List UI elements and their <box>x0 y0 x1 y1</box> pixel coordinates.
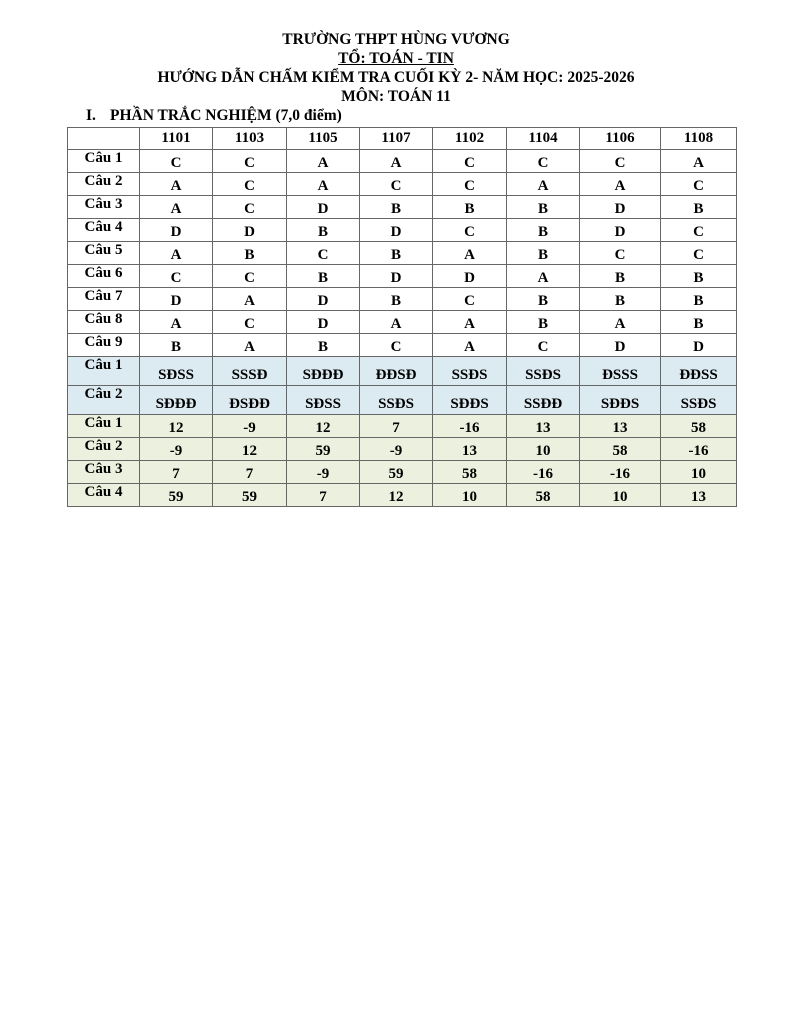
section-title-text: PHẦN TRẮC NGHIỆM (7,0 điểm) <box>110 107 342 124</box>
answer-cell: C <box>580 242 661 265</box>
answer-cell: A <box>580 173 661 196</box>
question-label: Câu 7 <box>68 288 140 311</box>
answer-cell: SĐSS <box>140 357 213 386</box>
answer-cell: C <box>360 173 433 196</box>
header-row <box>68 128 737 150</box>
answer-cell: C <box>213 196 287 219</box>
mc-row <box>68 265 737 288</box>
sa-row <box>68 415 737 438</box>
answer-cell: 13 <box>507 415 580 438</box>
answer-cell: D <box>661 334 737 357</box>
answer-cell: 7 <box>140 461 213 484</box>
answer-cell: C <box>661 219 737 242</box>
answer-table-body <box>68 150 737 507</box>
answer-cell: 58 <box>580 438 661 461</box>
question-label: Câu 3 <box>68 461 140 484</box>
answer-cell: B <box>140 334 213 357</box>
answer-cell: 10 <box>661 461 737 484</box>
code-header: 1108 <box>661 128 737 150</box>
corner-cell <box>68 128 140 150</box>
answer-cell: SSĐĐ <box>507 386 580 415</box>
answer-cell: A <box>213 334 287 357</box>
mc-row <box>68 334 737 357</box>
document-header <box>0 30 792 106</box>
answer-cell: B <box>580 288 661 311</box>
answer-cell: A <box>140 311 213 334</box>
mc-row <box>68 150 737 173</box>
answer-cell: C <box>580 150 661 173</box>
answer-cell: D <box>580 219 661 242</box>
answer-cell: B <box>507 242 580 265</box>
answer-cell: D <box>140 288 213 311</box>
question-label: Câu 6 <box>68 265 140 288</box>
answer-cell: B <box>360 242 433 265</box>
answer-cell: D <box>360 265 433 288</box>
answer-cell: SSĐS <box>360 386 433 415</box>
answer-cell: C <box>433 150 507 173</box>
mc-row <box>68 173 737 196</box>
answer-cell: A <box>360 150 433 173</box>
answer-cell: 58 <box>507 484 580 507</box>
school-name: TRƯỜNG THPT HÙNG VƯƠNG <box>282 31 510 48</box>
answer-cell: B <box>287 334 360 357</box>
question-label: Câu 1 <box>68 357 140 386</box>
question-label: Câu 4 <box>68 484 140 507</box>
answer-cell: A <box>507 173 580 196</box>
answer-cell: A <box>507 265 580 288</box>
answer-cell: B <box>661 196 737 219</box>
answer-cell: A <box>433 311 507 334</box>
answer-cell: C <box>213 311 287 334</box>
answer-cell: 12 <box>360 484 433 507</box>
answer-cell: SĐĐĐ <box>140 386 213 415</box>
answer-cell: 13 <box>433 438 507 461</box>
answer-cell: D <box>360 219 433 242</box>
answer-cell: B <box>580 265 661 288</box>
answer-cell: -9 <box>287 461 360 484</box>
answer-cell: -16 <box>661 438 737 461</box>
answer-cell: A <box>287 173 360 196</box>
answer-cell: C <box>433 288 507 311</box>
answer-cell: 13 <box>661 484 737 507</box>
question-label: Câu 2 <box>68 386 140 415</box>
answer-cell: SSĐS <box>433 357 507 386</box>
answer-cell: 10 <box>433 484 507 507</box>
answer-cell: SSSĐ <box>213 357 287 386</box>
answer-cell: 58 <box>661 415 737 438</box>
answer-cell: D <box>287 196 360 219</box>
answer-cell: 7 <box>360 415 433 438</box>
question-label: Câu 3 <box>68 196 140 219</box>
answer-cell: SSĐS <box>661 386 737 415</box>
answer-cell: C <box>661 173 737 196</box>
question-label: Câu 2 <box>68 438 140 461</box>
answer-cell: A <box>287 150 360 173</box>
code-header: 1106 <box>580 128 661 150</box>
sa-row <box>68 484 737 507</box>
answer-cell: 13 <box>580 415 661 438</box>
answer-cell: 59 <box>360 461 433 484</box>
mc-row <box>68 288 737 311</box>
document-title: HƯỚNG DẪN CHẤM KIỂM TRA CUỐI KỲ 2- NĂM HỌC: 2025-2026 <box>157 69 635 86</box>
mc-row <box>68 311 737 334</box>
answer-cell: B <box>287 265 360 288</box>
answer-cell: A <box>140 173 213 196</box>
answer-cell: B <box>433 196 507 219</box>
answer-cell: 12 <box>140 415 213 438</box>
code-header: 1107 <box>360 128 433 150</box>
answer-cell: -9 <box>213 415 287 438</box>
code-header: 1104 <box>507 128 580 150</box>
answer-cell: 10 <box>507 438 580 461</box>
sa-row <box>68 438 737 461</box>
answer-cell: ĐĐSĐ <box>360 357 433 386</box>
answer-cell: C <box>213 265 287 288</box>
answer-cell: 12 <box>287 415 360 438</box>
answer-cell: D <box>580 334 661 357</box>
answer-cell: C <box>507 334 580 357</box>
question-label: Câu 1 <box>68 150 140 173</box>
answer-cell: C <box>213 150 287 173</box>
department-label: TỔ: TOÁN - TIN <box>338 50 454 67</box>
answer-cell: B <box>507 288 580 311</box>
answer-cell: B <box>661 288 737 311</box>
answer-cell: C <box>287 242 360 265</box>
answer-cell: A <box>360 311 433 334</box>
answer-cell: ĐĐSS <box>661 357 737 386</box>
answer-cell: B <box>213 242 287 265</box>
answer-cell: D <box>433 265 507 288</box>
answer-cell: A <box>140 196 213 219</box>
section-heading <box>86 107 342 125</box>
question-label: Câu 9 <box>68 334 140 357</box>
answer-cell: A <box>661 150 737 173</box>
answer-cell: C <box>661 242 737 265</box>
answer-cell: D <box>213 219 287 242</box>
answer-key-table <box>67 127 737 507</box>
mc-row <box>68 242 737 265</box>
answer-cell: SĐĐS <box>580 386 661 415</box>
department-name <box>0 49 792 68</box>
tf-row <box>68 357 737 386</box>
answer-cell: 7 <box>287 484 360 507</box>
answer-cell: ĐSĐĐ <box>213 386 287 415</box>
answer-cell: B <box>507 311 580 334</box>
answer-cell: B <box>507 196 580 219</box>
answer-cell: -9 <box>360 438 433 461</box>
question-label: Câu 1 <box>68 415 140 438</box>
answer-cell: 59 <box>287 438 360 461</box>
answer-cell: C <box>433 173 507 196</box>
question-label: Câu 4 <box>68 219 140 242</box>
answer-cell: C <box>360 334 433 357</box>
answer-cell: 10 <box>580 484 661 507</box>
question-label: Câu 2 <box>68 173 140 196</box>
answer-cell: SĐĐĐ <box>287 357 360 386</box>
mc-row <box>68 196 737 219</box>
answer-cell: B <box>661 311 737 334</box>
mc-row <box>68 219 737 242</box>
answer-cell: B <box>661 265 737 288</box>
answer-cell: 59 <box>213 484 287 507</box>
answer-cell: -16 <box>507 461 580 484</box>
tf-row <box>68 386 737 415</box>
answer-cell: D <box>140 219 213 242</box>
answer-cell: 59 <box>140 484 213 507</box>
answer-cell: B <box>507 219 580 242</box>
answer-cell: 12 <box>213 438 287 461</box>
answer-cell: D <box>287 311 360 334</box>
answer-cell: C <box>140 265 213 288</box>
answer-cell: -16 <box>433 415 507 438</box>
answer-cell: A <box>580 311 661 334</box>
answer-cell: C <box>433 219 507 242</box>
answer-cell: D <box>580 196 661 219</box>
section-number: I. <box>86 107 96 124</box>
answer-cell: A <box>140 242 213 265</box>
answer-cell: 7 <box>213 461 287 484</box>
answer-cell: SĐSS <box>287 386 360 415</box>
sa-row <box>68 461 737 484</box>
answer-cell: D <box>287 288 360 311</box>
code-header: 1102 <box>433 128 507 150</box>
answer-cell: C <box>507 150 580 173</box>
code-header: 1103 <box>213 128 287 150</box>
question-label: Câu 5 <box>68 242 140 265</box>
answer-cell: 58 <box>433 461 507 484</box>
answer-cell: A <box>433 334 507 357</box>
answer-cell: SSĐS <box>507 357 580 386</box>
answer-cell: A <box>433 242 507 265</box>
code-header: 1105 <box>287 128 360 150</box>
answer-cell: SĐĐS <box>433 386 507 415</box>
answer-cell: C <box>213 173 287 196</box>
answer-cell: B <box>287 219 360 242</box>
answer-cell: B <box>360 196 433 219</box>
answer-cell: -16 <box>580 461 661 484</box>
subject-name: MÔN: TOÁN 11 <box>341 88 451 105</box>
question-label: Câu 8 <box>68 311 140 334</box>
answer-cell: ĐSSS <box>580 357 661 386</box>
answer-cell: B <box>360 288 433 311</box>
answer-cell: A <box>213 288 287 311</box>
code-header: 1101 <box>140 128 213 150</box>
answer-cell: C <box>140 150 213 173</box>
answer-cell: -9 <box>140 438 213 461</box>
